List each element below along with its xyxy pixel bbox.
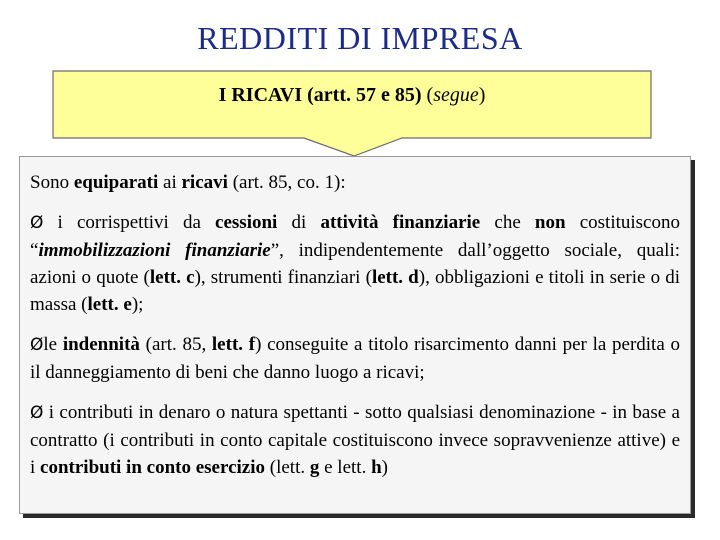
- list-item-contributi: [30, 399, 680, 481]
- item2-t2: (art. 85,: [139, 334, 212, 355]
- intro-t3: (art. 85, co. 1):: [227, 172, 346, 193]
- item1-t4: costituiscono “: [30, 212, 680, 261]
- item1-b6: lett. e: [87, 294, 132, 315]
- subtitle-italic: segue: [433, 84, 479, 106]
- item3-t2: (lett.: [265, 457, 310, 478]
- item3-b1: contributi in conto esercizio: [40, 457, 266, 478]
- bullet-arrow-icon: Ø: [30, 403, 44, 423]
- item2-b2: lett. f: [211, 334, 256, 355]
- item1-b3: non: [534, 212, 566, 233]
- list-item-cessioni: [30, 209, 680, 318]
- item2-t1: le: [43, 334, 63, 355]
- item1-b2: attività finanziarie: [320, 212, 481, 233]
- item1-t5: ”, indipendentemente dall’oggetto sociale, quali: azioni o quote (: [30, 240, 680, 288]
- intro-t2: ai: [158, 172, 182, 193]
- page-title: REDDITI DI IMPRESA: [197, 20, 523, 56]
- item1-bi1: immobilizzazioni finanziarie: [38, 240, 271, 261]
- section-callout: [52, 70, 652, 158]
- item2-b1: indennità: [62, 334, 140, 355]
- intro-t1: Sono: [30, 172, 74, 193]
- subtitle-bold: I RICAVI (artt. 57 e 85): [218, 84, 422, 106]
- intro-text: [30, 169, 680, 196]
- intro-b2: ricavi: [181, 172, 228, 193]
- item1-t2: di: [277, 212, 321, 233]
- item3-t3: e lett.: [319, 457, 372, 478]
- item1-t1: i corrispettivi da: [43, 212, 216, 233]
- item1-b5: lett. d: [371, 267, 419, 288]
- bullet-arrow-icon: Ø: [30, 213, 44, 233]
- content-box: [19, 156, 691, 514]
- item1-t8: );: [131, 294, 144, 315]
- item3-t1: i contributi in denaro o natura spettanti - sotto qualsiasi denominazione - in base a contratto (i contributi in conto capitale costituiscono invece sopravvenienze attive) e i: [30, 402, 680, 478]
- item1-t3: che: [480, 212, 535, 233]
- section-subtitle: I RICAVI (artt. 57 e 85) (segue): [218, 84, 486, 106]
- item1-t6: ), strumenti finanziari (: [194, 267, 372, 288]
- item1-b4: lett. c: [149, 267, 195, 288]
- intro-b1: equiparati: [73, 172, 159, 193]
- item3-t4: ): [381, 457, 388, 478]
- item3-b2: g: [309, 457, 320, 478]
- item3-b3: h: [371, 457, 382, 478]
- item1-b1: cessioni: [215, 212, 278, 233]
- item1-t7: ), obbligazioni e titoli in serie o di massa (: [30, 267, 681, 315]
- item2-t3: ) conseguite a titolo risarcimento danni per la perdita o il danneggiamento di beni che danno luogo a ricavi;: [30, 334, 680, 383]
- list-item-indennita: [30, 331, 680, 386]
- bullet-arrow-icon: Ø: [30, 335, 44, 355]
